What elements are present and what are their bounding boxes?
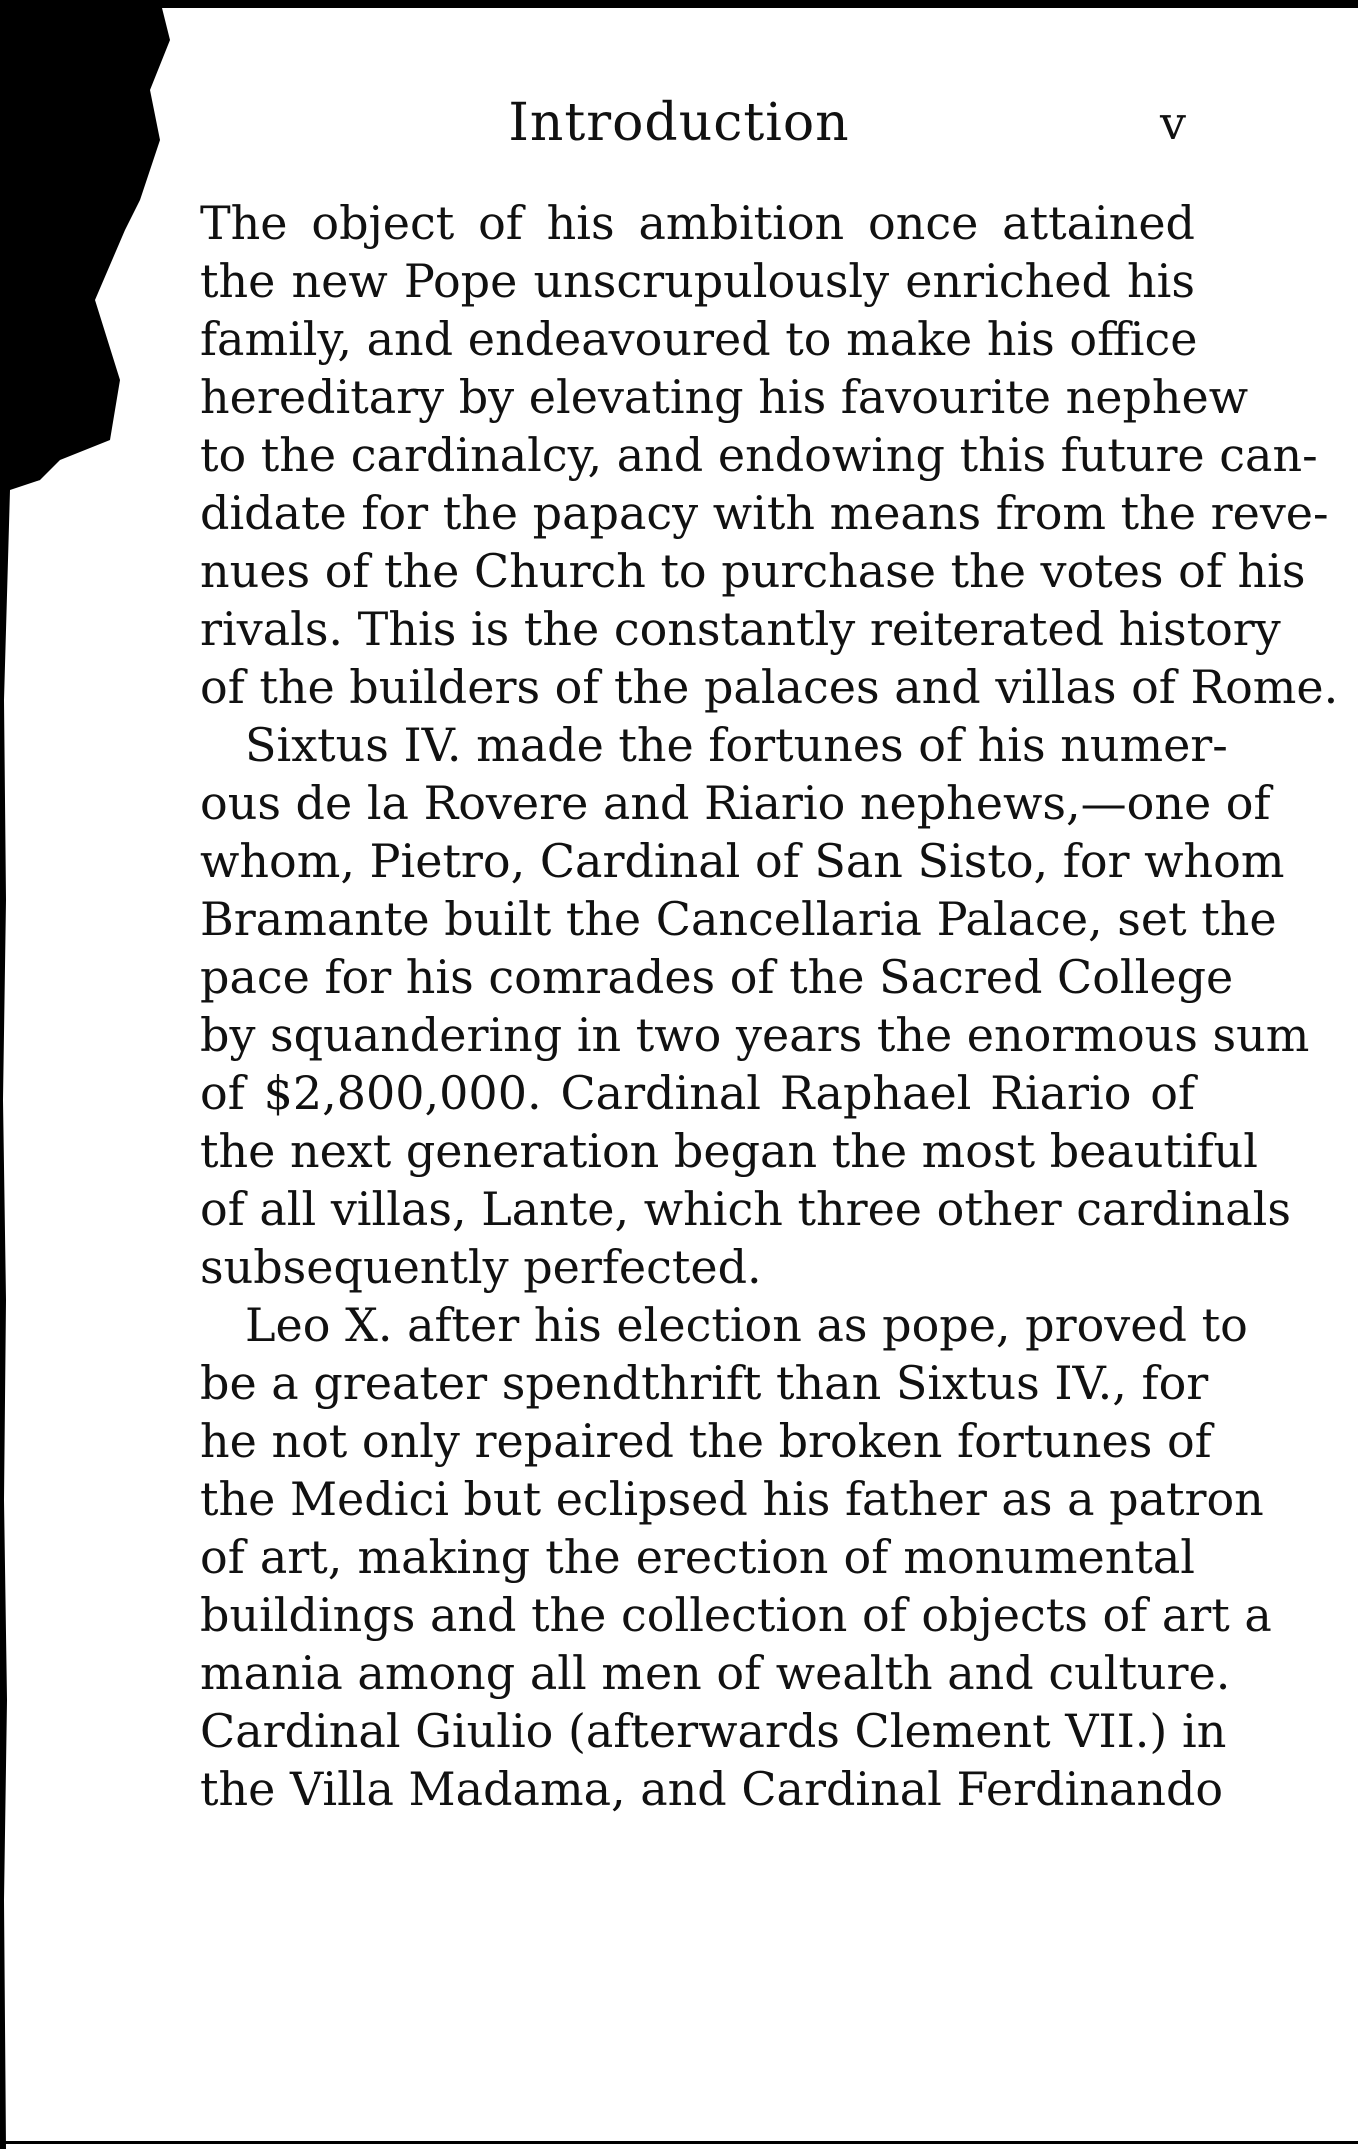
text-line: nues of the Church to purchase the votes of his	[200, 544, 1306, 598]
text-line: be a greater spendthrift than Sixtus IV., for	[200, 1356, 1209, 1410]
bottom-scan-edge	[0, 2141, 1358, 2144]
page-header	[0, 88, 1358, 168]
text-line: pace for his comrades of the Sacred College	[200, 950, 1234, 1004]
text-line: The object of his ambition once attained	[200, 196, 1195, 250]
text-line: mania among all men of wealth and culture.	[200, 1646, 1231, 1700]
paragraph	[200, 1296, 1272, 1818]
text-line: the Villa Madama, and Cardinal Ferdinando	[200, 1762, 1224, 1816]
page-number: v	[1160, 96, 1186, 150]
text-line: by squandering in two years the enormous sum	[200, 1008, 1310, 1062]
text-line: Bramante built the Cancellaria Palace, set the	[200, 892, 1277, 946]
text-line: subsequently perfected.	[200, 1240, 762, 1294]
paragraph	[200, 194, 1339, 716]
text-line: family, and endeavoured to make his office	[200, 312, 1198, 366]
text-line: rivals. This is the constantly reiterated history	[200, 602, 1281, 656]
binding-dark-top	[0, 0, 170, 490]
text-line: the next generation began the most beautiful	[200, 1124, 1258, 1178]
text-line: ous de la Rovere and Riario nephews,—one of	[200, 776, 1271, 830]
text-line: hereditary by elevating his favourite nephew	[200, 370, 1249, 424]
text-line: Sixtus IV. made the fortunes of his numer-	[245, 718, 1228, 772]
text-line: to the cardinalcy, and endowing this future can-	[200, 428, 1318, 482]
text-line: of the builders of the palaces and villas of Rome.	[200, 660, 1339, 714]
text-line: didate for the papacy with means from the reve-	[200, 486, 1329, 540]
text-line: he not only repaired the broken fortunes of	[200, 1414, 1212, 1468]
text-line: Leo X. after his election as pope, proved to	[245, 1298, 1248, 1352]
binding-shadow-overlay	[0, 0, 170, 500]
text-line: the Medici but eclipsed his father as a patron	[200, 1472, 1264, 1526]
text-line: of $2,800,000. Cardinal Raphael Riario of	[200, 1066, 1195, 1120]
text-line: the new Pope unscrupulously enriched his	[200, 254, 1195, 308]
text-line: whom, Pietro, Cardinal of San Sisto, for whom	[200, 834, 1285, 888]
text-line: Cardinal Giulio (afterwards Clement VII.) in	[200, 1704, 1227, 1758]
text-line: of all villas, Lante, which three other cardinals	[200, 1182, 1291, 1236]
text-line: of art, making the erection of monumental	[200, 1530, 1195, 1584]
top-scan-edge	[0, 0, 1358, 8]
paragraph	[200, 716, 1310, 1296]
text-line: buildings and the collection of objects of art a	[200, 1588, 1272, 1642]
body-text	[200, 194, 1339, 1818]
running-head: Introduction	[508, 93, 850, 153]
